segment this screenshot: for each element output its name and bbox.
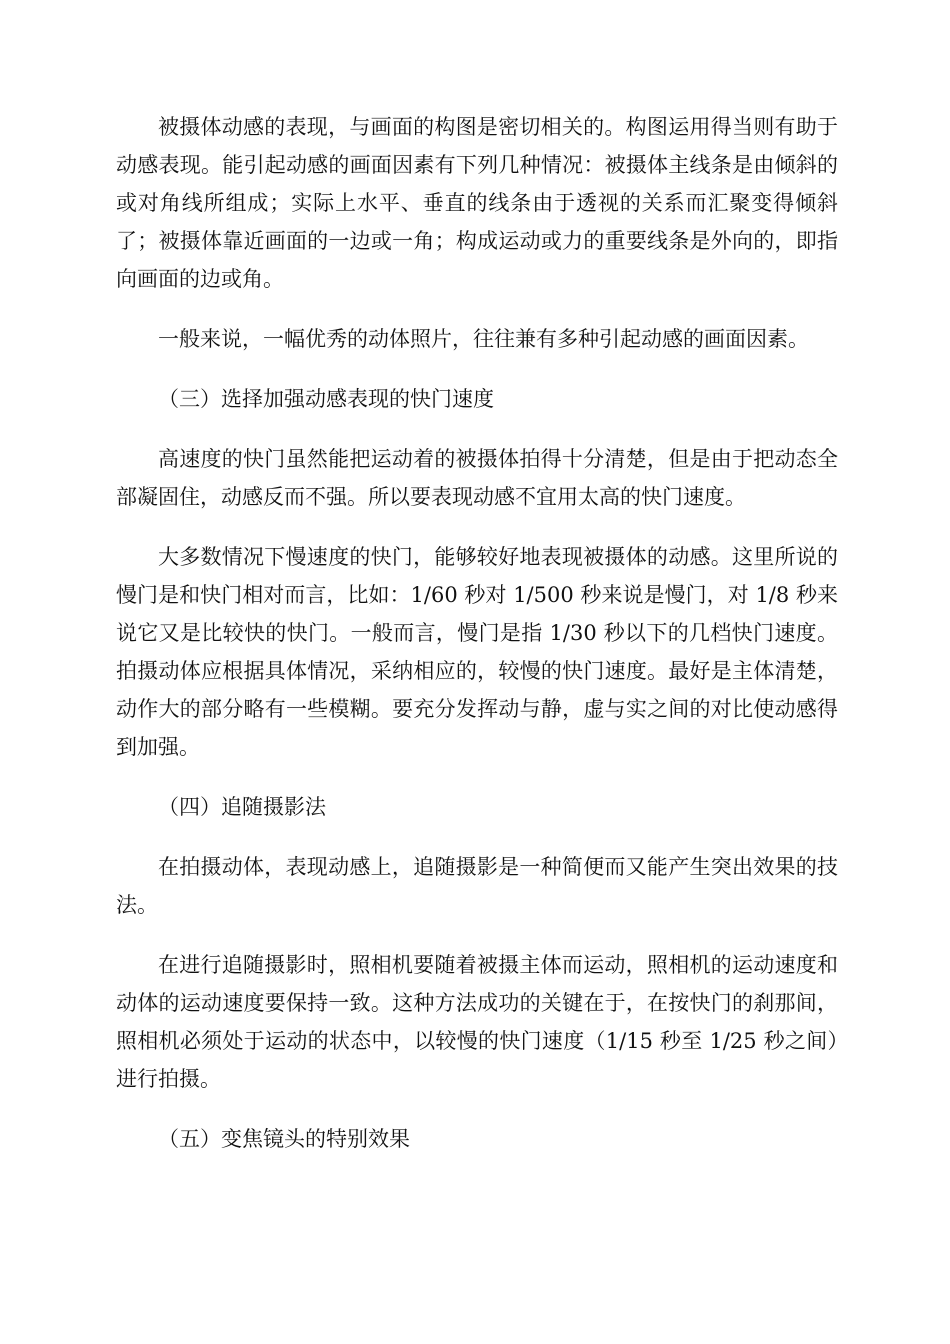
section-heading-shutter-speed: （三）选择加强动感表现的快门速度: [158, 387, 494, 411]
paragraph-high-speed-shutter: 高速度的快门虽然能把运动着的被摄体拍得十分清楚，但是由于把动态全部凝固住，动感反而不强。所以要表现动感不宜用太高的快门速度。: [116, 447, 838, 509]
paragraph-composition-motion: 被摄体动感的表现，与画面的构图是密切相关的。构图运用得当则有助于动感表现。能引起动感的画面因素有下列几种情况：被摄体主线条是由倾斜的或对角线所组成；实际上水平、垂直的线条由于透视的关系而汇聚变得倾斜了；被摄体靠近画面的一边或一角；构成运动或力的重要线条是外向的，即指向画面的边或角。: [116, 115, 838, 291]
paragraph-multiple-factors: 一般来说，一幅优秀的动体照片，往往兼有多种引起动感的画面因素。: [158, 327, 809, 351]
paragraph-panning-method: 在进行追随摄影时，照相机要随着被摄主体而运动，照相机的运动速度和动体的运动速度要保持一致。这种方法成功的关键在于，在按快门的刹那间，照相机必须处于运动的状态中，以较慢的快门速度（1/15 秒至 1/25 秒之间）进行拍摄。: [116, 953, 838, 1091]
section-heading-zoom-effect: （五）变焦镜头的特别效果: [158, 1127, 410, 1151]
section-heading-panning: （四）追随摄影法: [158, 795, 326, 819]
paragraph-slow-shutter: 大多数情况下慢速度的快门，能够较好地表现被摄体的动感。这里所说的慢门是和快门相对而言，比如：1/60 秒对 1/500 秒来说是慢门，对 1/8 秒来说它又是比较快的快门。一般而言，慢门是指 1/30 秒以下的几档快门速度。拍摄动体应根据具体情况，采纳相应的，较慢的快门速度。最好是主体清楚，动作大的部分略有一些模糊。要充分发挥动与静，虚与实之间的对比使动感得到加强。: [116, 545, 838, 759]
paragraph-panning-intro: 在拍摄动体，表现动感上，追随摄影是一种简便而又能产生突出效果的技法。: [116, 855, 838, 917]
document-page: [116, 108, 838, 1180]
